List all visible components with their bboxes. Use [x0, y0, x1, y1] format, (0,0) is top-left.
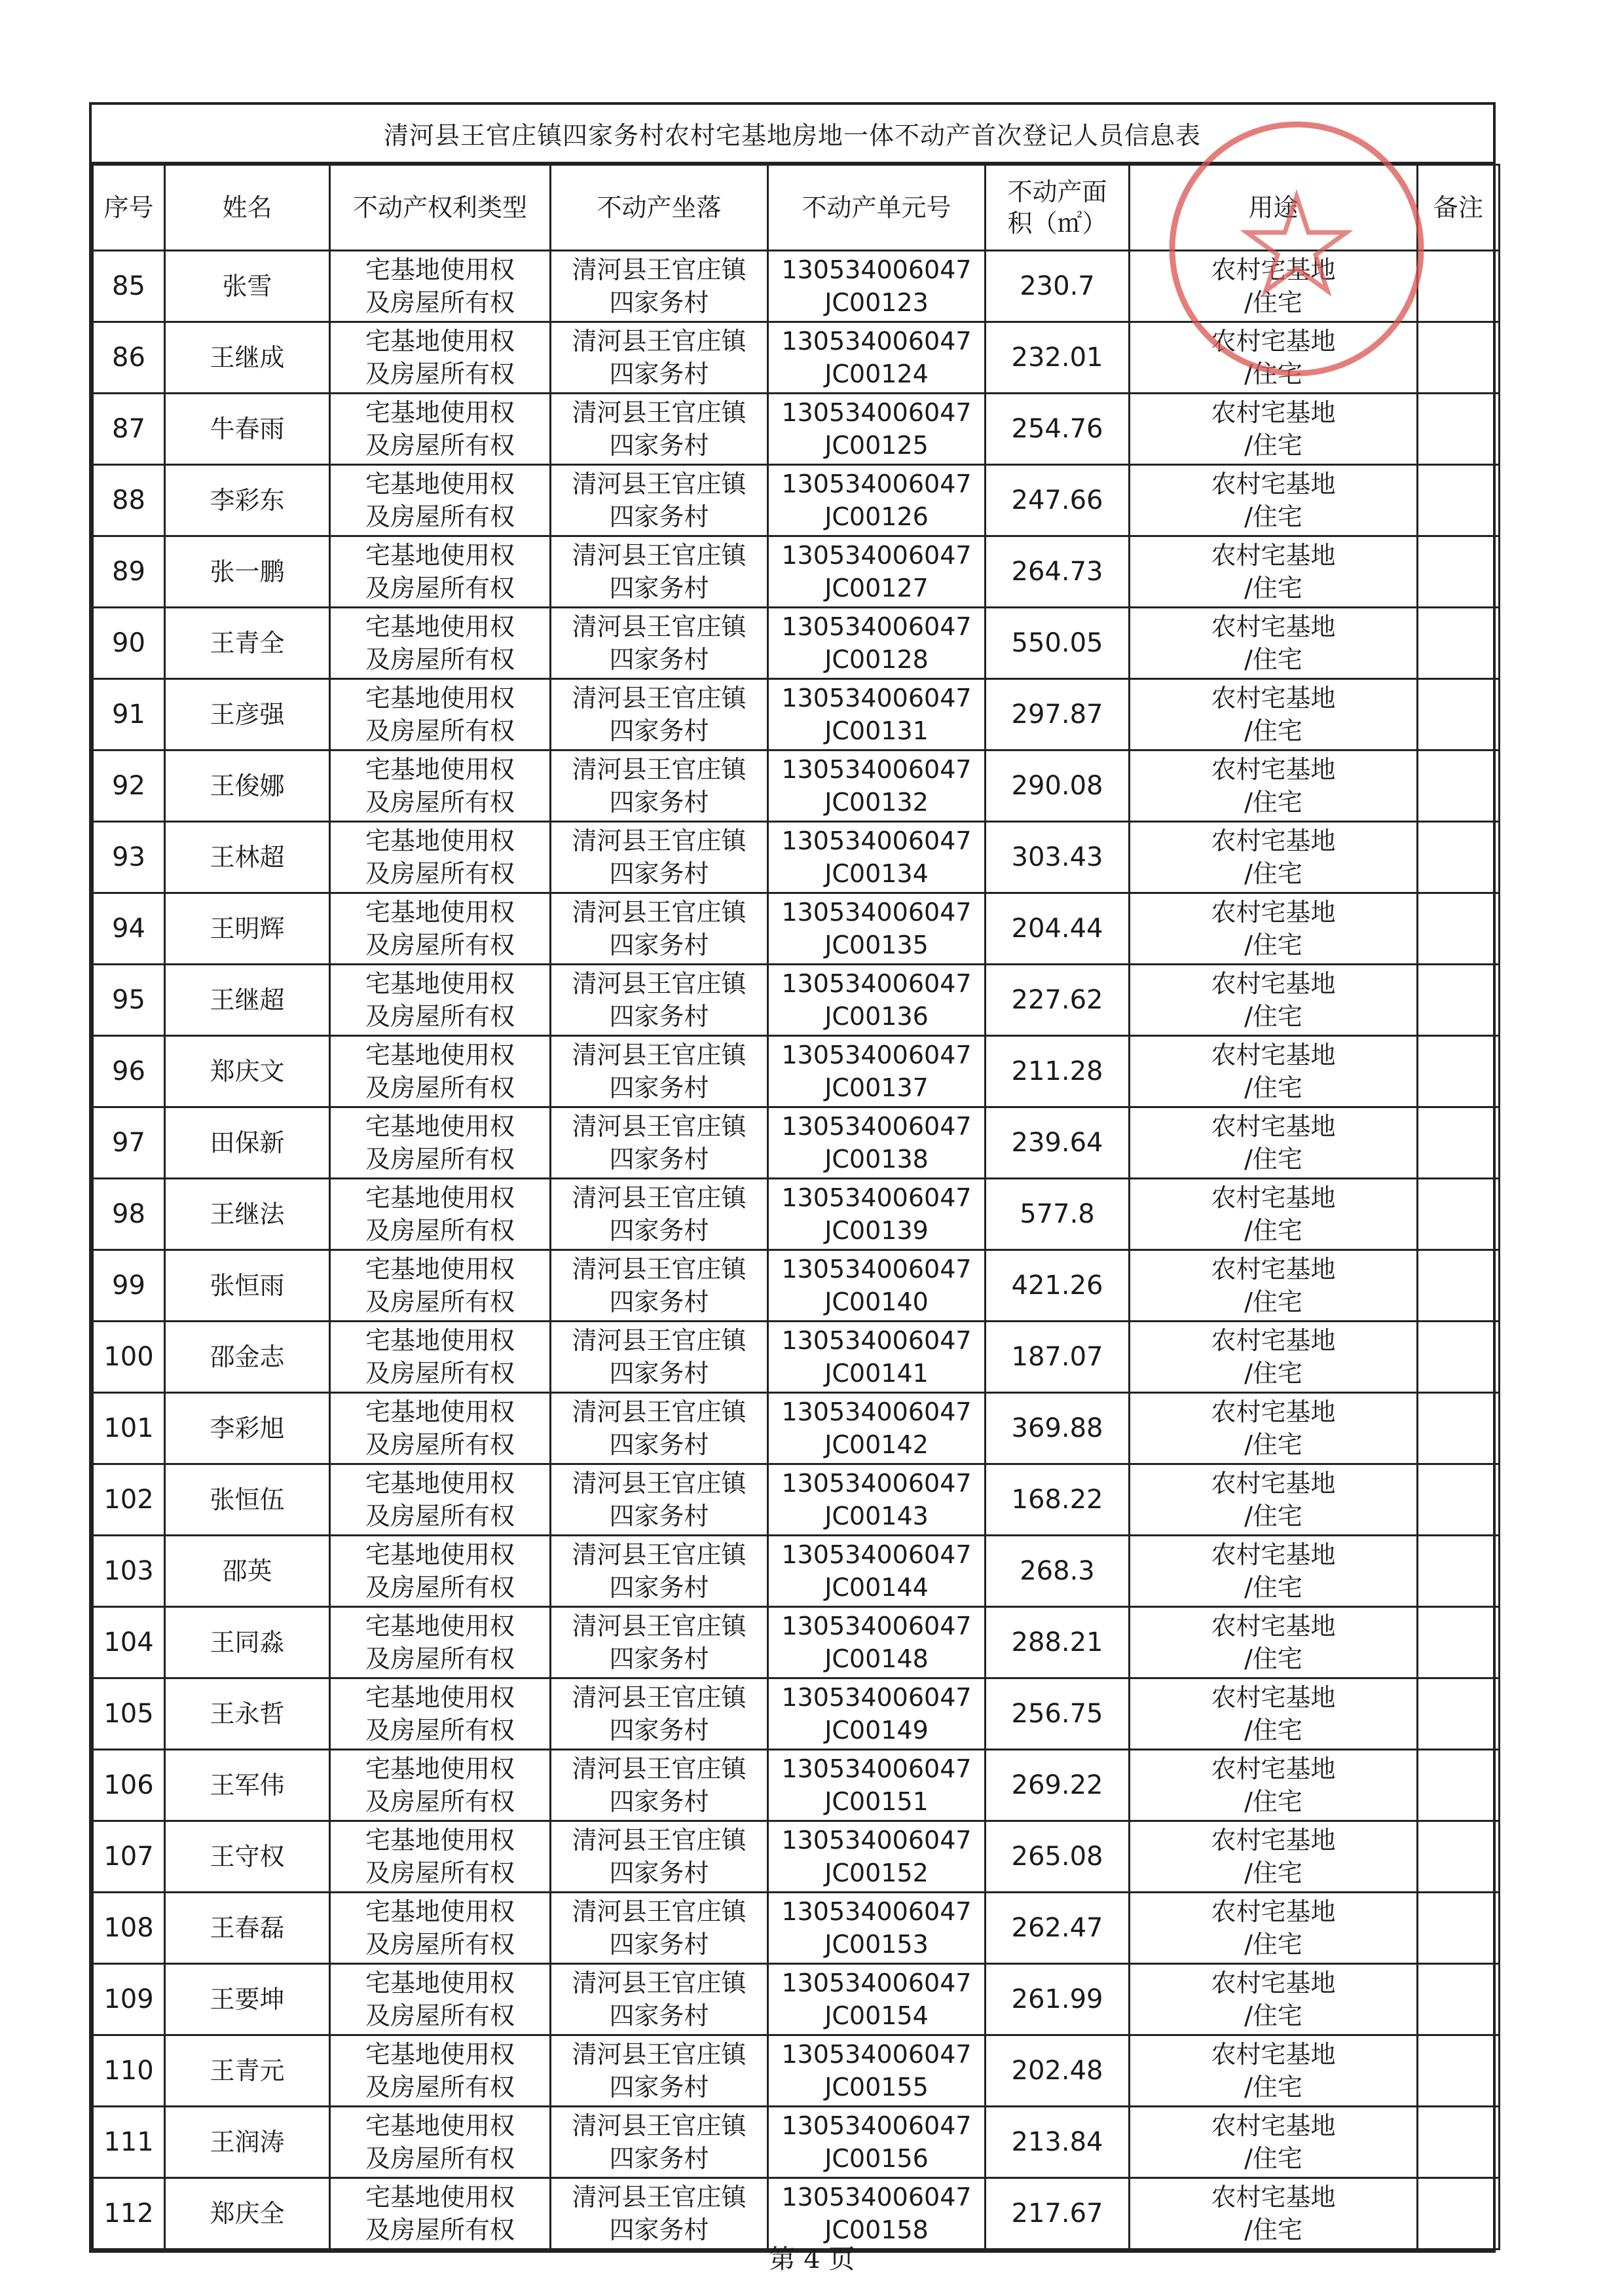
cell-remark	[1418, 1821, 1500, 1893]
cell-seq: 97	[93, 1107, 165, 1179]
cell-remark	[1418, 1036, 1500, 1107]
cell-area: 217.67	[986, 2178, 1130, 2250]
cell-location: 清河县王官庄镇 四家务村	[551, 322, 768, 394]
cell-right-type: 宅基地使用权 及房屋所有权	[330, 1179, 551, 1250]
cell-unit-no: 130534006047 JC00155	[768, 2035, 986, 2107]
cell-seq: 105	[93, 1678, 165, 1750]
page-number: 第 4 页	[769, 2244, 855, 2274]
cell-area: 202.48	[986, 2035, 1130, 2107]
cell-right-type: 宅基地使用权 及房屋所有权	[330, 251, 551, 322]
header-name: 姓名	[165, 165, 330, 251]
cell-area: 264.73	[986, 536, 1130, 608]
cell-seq: 96	[93, 1036, 165, 1107]
cell-name: 王守权	[165, 1821, 330, 1893]
cell-unit-no: 130534006047 JC00141	[768, 1322, 986, 1393]
cell-unit-no: 130534006047 JC00128	[768, 608, 986, 679]
table-row	[93, 1393, 1500, 1464]
cell-unit-no: 130534006047 JC00140	[768, 1250, 986, 1322]
cell-right-type: 宅基地使用权 及房屋所有权	[330, 1893, 551, 1964]
cell-remark	[1418, 536, 1500, 608]
cell-area: 168.22	[986, 1464, 1130, 1536]
cell-name: 王同淼	[165, 1607, 330, 1678]
cell-unit-no: 130534006047 JC00149	[768, 1678, 986, 1750]
cell-name: 王继超	[165, 965, 330, 1036]
cell-name: 王春磊	[165, 1893, 330, 1964]
cell-remark	[1418, 1964, 1500, 2035]
table-row	[93, 1036, 1500, 1107]
cell-area: 369.88	[986, 1393, 1130, 1464]
cell-location: 清河县王官庄镇 四家务村	[551, 251, 768, 322]
cell-seq: 90	[93, 608, 165, 679]
cell-right-type: 宅基地使用权 及房屋所有权	[330, 822, 551, 893]
cell-remark	[1418, 893, 1500, 965]
cell-seq: 112	[93, 2178, 165, 2250]
table-row	[93, 536, 1500, 608]
cell-area: 213.84	[986, 2107, 1130, 2178]
cell-location: 清河县王官庄镇 四家务村	[551, 750, 768, 822]
cell-area: 262.47	[986, 1893, 1130, 1964]
cell-right-type: 宅基地使用权 及房屋所有权	[330, 1464, 551, 1536]
cell-unit-no: 130534006047 JC00142	[768, 1393, 986, 1464]
cell-unit-no: 130534006047 JC00136	[768, 965, 986, 1036]
cell-usage: 农村宅基地 /住宅	[1130, 822, 1418, 893]
cell-remark	[1418, 1322, 1500, 1393]
cell-seq: 86	[93, 322, 165, 394]
cell-remark	[1418, 1464, 1500, 1536]
cell-remark	[1418, 1179, 1500, 1250]
header-unit-no: 不动产单元号	[768, 165, 986, 251]
table-row	[93, 1107, 1500, 1179]
table-title: 清河县王官庄镇四家务村农村宅基地房地一体不动产首次登记人员信息表	[92, 105, 1493, 164]
cell-location: 清河县王官庄镇 四家务村	[551, 2178, 768, 2250]
cell-right-type: 宅基地使用权 及房屋所有权	[330, 1036, 551, 1107]
table-row	[93, 394, 1500, 465]
cell-seq: 98	[93, 1179, 165, 1250]
cell-usage: 农村宅基地 /住宅	[1130, 394, 1418, 465]
cell-unit-no: 130534006047 JC00153	[768, 1893, 986, 1964]
cell-unit-no: 130534006047 JC00143	[768, 1464, 986, 1536]
cell-seq: 87	[93, 394, 165, 465]
cell-usage: 农村宅基地 /住宅	[1130, 965, 1418, 1036]
cell-right-type: 宅基地使用权 及房屋所有权	[330, 965, 551, 1036]
cell-unit-no: 130534006047 JC00123	[768, 251, 986, 322]
cell-right-type: 宅基地使用权 及房屋所有权	[330, 1678, 551, 1750]
cell-area: 550.05	[986, 608, 1130, 679]
cell-usage: 农村宅基地 /住宅	[1130, 465, 1418, 536]
cell-right-type: 宅基地使用权 及房屋所有权	[330, 2107, 551, 2178]
cell-name: 王明辉	[165, 893, 330, 965]
cell-location: 清河县王官庄镇 四家务村	[551, 1464, 768, 1536]
cell-area: 577.8	[986, 1179, 1130, 1250]
table-body	[93, 251, 1500, 2250]
cell-usage: 农村宅基地 /住宅	[1130, 536, 1418, 608]
cell-remark	[1418, 750, 1500, 822]
cell-unit-no: 130534006047 JC00127	[768, 536, 986, 608]
header-area	[986, 165, 1130, 251]
cell-remark	[1418, 1678, 1500, 1750]
cell-usage: 农村宅基地 /住宅	[1130, 1322, 1418, 1393]
cell-name: 郑庆全	[165, 2178, 330, 2250]
cell-location: 清河县王官庄镇 四家务村	[551, 679, 768, 750]
cell-name: 张雪	[165, 251, 330, 322]
cell-remark	[1418, 251, 1500, 322]
cell-location: 清河县王官庄镇 四家务村	[551, 394, 768, 465]
cell-unit-no: 130534006047 JC00125	[768, 394, 986, 465]
cell-remark	[1418, 1893, 1500, 1964]
cell-location: 清河县王官庄镇 四家务村	[551, 465, 768, 536]
cell-usage: 农村宅基地 /住宅	[1130, 2107, 1418, 2178]
cell-unit-no: 130534006047 JC00138	[768, 1107, 986, 1179]
cell-seq: 95	[93, 965, 165, 1036]
cell-unit-no: 130534006047 JC00158	[768, 2178, 986, 2250]
cell-name: 王永哲	[165, 1678, 330, 1750]
table-row	[93, 893, 1500, 965]
table-header-row	[93, 165, 1500, 251]
cell-usage: 农村宅基地 /住宅	[1130, 251, 1418, 322]
cell-area: 211.28	[986, 1036, 1130, 1107]
cell-usage: 农村宅基地 /住宅	[1130, 1179, 1418, 1250]
cell-unit-no: 130534006047 JC00152	[768, 1821, 986, 1893]
header-location: 不动产坐落	[551, 165, 768, 251]
cell-location: 清河县王官庄镇 四家务村	[551, 1393, 768, 1464]
cell-remark	[1418, 1393, 1500, 1464]
cell-unit-no: 130534006047 JC00126	[768, 465, 986, 536]
cell-area: 290.08	[986, 750, 1130, 822]
cell-name: 李彩旭	[165, 1393, 330, 1464]
cell-right-type: 宅基地使用权 及房屋所有权	[330, 1393, 551, 1464]
cell-usage: 农村宅基地 /住宅	[1130, 1750, 1418, 1821]
table-row	[93, 1250, 1500, 1322]
table-row	[93, 251, 1500, 322]
table-row	[93, 465, 1500, 536]
cell-area: 187.07	[986, 1322, 1130, 1393]
cell-seq: 91	[93, 679, 165, 750]
cell-area: 227.62	[986, 965, 1130, 1036]
cell-unit-no: 130534006047 JC00139	[768, 1179, 986, 1250]
cell-location: 清河县王官庄镇 四家务村	[551, 1036, 768, 1107]
header-seq: 序号	[93, 165, 165, 251]
cell-unit-no: 130534006047 JC00151	[768, 1750, 986, 1821]
header-area-line2: 积（㎡）	[1007, 209, 1107, 238]
cell-right-type: 宅基地使用权 及房屋所有权	[330, 394, 551, 465]
cell-right-type: 宅基地使用权 及房屋所有权	[330, 1750, 551, 1821]
cell-remark	[1418, 965, 1500, 1036]
cell-seq: 85	[93, 251, 165, 322]
cell-unit-no: 130534006047 JC00131	[768, 679, 986, 750]
cell-usage: 农村宅基地 /住宅	[1130, 2035, 1418, 2107]
cell-name: 王俊娜	[165, 750, 330, 822]
cell-name: 王林超	[165, 822, 330, 893]
cell-name: 邵金志	[165, 1322, 330, 1393]
cell-area: 421.26	[986, 1250, 1130, 1322]
table-row	[93, 965, 1500, 1036]
cell-right-type: 宅基地使用权 及房屋所有权	[330, 536, 551, 608]
table-row	[93, 1750, 1500, 1821]
cell-right-type: 宅基地使用权 及房屋所有权	[330, 608, 551, 679]
cell-usage: 农村宅基地 /住宅	[1130, 1964, 1418, 2035]
cell-name: 郑庆文	[165, 1036, 330, 1107]
cell-usage: 农村宅基地 /住宅	[1130, 1536, 1418, 1607]
cell-location: 清河县王官庄镇 四家务村	[551, 1750, 768, 1821]
cell-remark	[1418, 394, 1500, 465]
table-row	[93, 822, 1500, 893]
registration-table-sheet	[89, 102, 1496, 2253]
table-row	[93, 750, 1500, 822]
cell-right-type: 宅基地使用权 及房屋所有权	[330, 1250, 551, 1322]
cell-name: 王彦强	[165, 679, 330, 750]
cell-right-type: 宅基地使用权 及房屋所有权	[330, 1536, 551, 1607]
table-row	[93, 1322, 1500, 1393]
cell-location: 清河县王官庄镇 四家务村	[551, 608, 768, 679]
cell-unit-no: 130534006047 JC00124	[768, 322, 986, 394]
cell-usage: 农村宅基地 /住宅	[1130, 2178, 1418, 2250]
cell-seq: 106	[93, 1750, 165, 1821]
cell-area: 239.64	[986, 1107, 1130, 1179]
cell-location: 清河县王官庄镇 四家务村	[551, 1678, 768, 1750]
table-row	[93, 1964, 1500, 2035]
cell-right-type: 宅基地使用权 及房屋所有权	[330, 322, 551, 394]
cell-location: 清河县王官庄镇 四家务村	[551, 1821, 768, 1893]
cell-name: 张一鹏	[165, 536, 330, 608]
cell-location: 清河县王官庄镇 四家务村	[551, 1107, 768, 1179]
cell-usage: 农村宅基地 /住宅	[1130, 1678, 1418, 1750]
cell-usage: 农村宅基地 /住宅	[1130, 1821, 1418, 1893]
table-row	[93, 1893, 1500, 1964]
table-row	[93, 1536, 1500, 1607]
cell-location: 清河县王官庄镇 四家务村	[551, 893, 768, 965]
table-row	[93, 679, 1500, 750]
cell-seq: 88	[93, 465, 165, 536]
cell-right-type: 宅基地使用权 及房屋所有权	[330, 1821, 551, 1893]
cell-unit-no: 130534006047 JC00134	[768, 822, 986, 893]
cell-area: 288.21	[986, 1607, 1130, 1678]
cell-seq: 110	[93, 2035, 165, 2107]
cell-location: 清河县王官庄镇 四家务村	[551, 965, 768, 1036]
cell-location: 清河县王官庄镇 四家务村	[551, 1179, 768, 1250]
cell-usage: 农村宅基地 /住宅	[1130, 750, 1418, 822]
cell-location: 清河县王官庄镇 四家务村	[551, 1964, 768, 2035]
cell-usage: 农村宅基地 /住宅	[1130, 1107, 1418, 1179]
table-row	[93, 1464, 1500, 1536]
cell-unit-no: 130534006047 JC00144	[768, 1536, 986, 1607]
table-row	[93, 322, 1500, 394]
cell-remark	[1418, 679, 1500, 750]
table-row	[93, 608, 1500, 679]
cell-right-type: 宅基地使用权 及房屋所有权	[330, 893, 551, 965]
cell-usage: 农村宅基地 /住宅	[1130, 1393, 1418, 1464]
cell-location: 清河县王官庄镇 四家务村	[551, 1607, 768, 1678]
table-row	[93, 2107, 1500, 2178]
table-row	[93, 1607, 1500, 1678]
cell-seq: 99	[93, 1250, 165, 1322]
cell-name: 田保新	[165, 1107, 330, 1179]
table-row	[93, 2035, 1500, 2107]
cell-seq: 109	[93, 1964, 165, 2035]
table-row	[93, 1678, 1500, 1750]
cell-remark	[1418, 822, 1500, 893]
cell-name: 王继成	[165, 322, 330, 394]
cell-remark	[1418, 1536, 1500, 1607]
cell-seq: 107	[93, 1821, 165, 1893]
cell-remark	[1418, 1607, 1500, 1678]
cell-seq: 108	[93, 1893, 165, 1964]
cell-usage: 农村宅基地 /住宅	[1130, 1607, 1418, 1678]
cell-name: 王要坤	[165, 1964, 330, 2035]
cell-area: 265.08	[986, 1821, 1130, 1893]
cell-usage: 农村宅基地 /住宅	[1130, 1036, 1418, 1107]
cell-location: 清河县王官庄镇 四家务村	[551, 2107, 768, 2178]
header-usage: 用途	[1130, 165, 1418, 251]
cell-area: 261.99	[986, 1964, 1130, 2035]
cell-location: 清河县王官庄镇 四家务村	[551, 1250, 768, 1322]
cell-remark	[1418, 2107, 1500, 2178]
cell-seq: 101	[93, 1393, 165, 1464]
cell-seq: 92	[93, 750, 165, 822]
cell-name: 王润涛	[165, 2107, 330, 2178]
cell-right-type: 宅基地使用权 及房屋所有权	[330, 750, 551, 822]
cell-usage: 农村宅基地 /住宅	[1130, 893, 1418, 965]
cell-seq: 104	[93, 1607, 165, 1678]
header-area-line1: 不动产面	[1007, 177, 1107, 206]
cell-unit-no: 130534006047 JC00148	[768, 1607, 986, 1678]
cell-usage: 农村宅基地 /住宅	[1130, 322, 1418, 394]
cell-remark	[1418, 1250, 1500, 1322]
cell-usage: 农村宅基地 /住宅	[1130, 679, 1418, 750]
cell-seq: 94	[93, 893, 165, 965]
cell-seq: 102	[93, 1464, 165, 1536]
table-row	[93, 1821, 1500, 1893]
cell-name: 王青元	[165, 2035, 330, 2107]
cell-area: 232.01	[986, 322, 1130, 394]
cell-remark	[1418, 322, 1500, 394]
cell-name: 牛春雨	[165, 394, 330, 465]
cell-usage: 农村宅基地 /住宅	[1130, 1893, 1418, 1964]
cell-usage: 农村宅基地 /住宅	[1130, 1464, 1418, 1536]
cell-location: 清河县王官庄镇 四家务村	[551, 1322, 768, 1393]
cell-seq: 89	[93, 536, 165, 608]
cell-name: 张恒伍	[165, 1464, 330, 1536]
cell-location: 清河县王官庄镇 四家务村	[551, 536, 768, 608]
cell-remark	[1418, 2035, 1500, 2107]
cell-seq: 100	[93, 1322, 165, 1393]
cell-name: 邵英	[165, 1536, 330, 1607]
cell-unit-no: 130534006047 JC00154	[768, 1964, 986, 2035]
cell-seq: 93	[93, 822, 165, 893]
cell-remark	[1418, 465, 1500, 536]
cell-area: 247.66	[986, 465, 1130, 536]
cell-area: 256.75	[986, 1678, 1130, 1750]
cell-right-type: 宅基地使用权 及房屋所有权	[330, 1107, 551, 1179]
cell-right-type: 宅基地使用权 及房屋所有权	[330, 2178, 551, 2250]
cell-name: 王青全	[165, 608, 330, 679]
cell-usage: 农村宅基地 /住宅	[1130, 1250, 1418, 1322]
cell-remark	[1418, 1107, 1500, 1179]
cell-area: 204.44	[986, 893, 1130, 965]
table-row	[93, 1179, 1500, 1250]
header-remark: 备注	[1418, 165, 1500, 251]
cell-name: 王继法	[165, 1179, 330, 1250]
cell-seq: 111	[93, 2107, 165, 2178]
cell-area: 303.43	[986, 822, 1130, 893]
cell-location: 清河县王官庄镇 四家务村	[551, 822, 768, 893]
cell-name: 张恒雨	[165, 1250, 330, 1322]
cell-right-type: 宅基地使用权 及房屋所有权	[330, 1322, 551, 1393]
cell-usage: 农村宅基地 /住宅	[1130, 608, 1418, 679]
header-right-type: 不动产权利类型	[330, 165, 551, 251]
cell-location: 清河县王官庄镇 四家务村	[551, 2035, 768, 2107]
cell-location: 清河县王官庄镇 四家务村	[551, 1893, 768, 1964]
cell-unit-no: 130534006047 JC00156	[768, 2107, 986, 2178]
cell-area: 269.22	[986, 1750, 1130, 1821]
cell-area: 297.87	[986, 679, 1130, 750]
cell-area: 230.7	[986, 251, 1130, 322]
cell-right-type: 宅基地使用权 及房屋所有权	[330, 1964, 551, 2035]
cell-remark	[1418, 608, 1500, 679]
cell-name: 王军伟	[165, 1750, 330, 1821]
cell-right-type: 宅基地使用权 及房屋所有权	[330, 2035, 551, 2107]
cell-remark	[1418, 1750, 1500, 1821]
cell-unit-no: 130534006047 JC00132	[768, 750, 986, 822]
cell-location: 清河县王官庄镇 四家务村	[551, 1536, 768, 1607]
cell-name: 李彩东	[165, 465, 330, 536]
cell-seq: 103	[93, 1536, 165, 1607]
cell-right-type: 宅基地使用权 及房屋所有权	[330, 465, 551, 536]
cell-area: 268.3	[986, 1536, 1130, 1607]
cell-right-type: 宅基地使用权 及房屋所有权	[330, 679, 551, 750]
cell-right-type: 宅基地使用权 及房屋所有权	[330, 1607, 551, 1678]
cell-unit-no: 130534006047 JC00137	[768, 1036, 986, 1107]
cell-unit-no: 130534006047 JC00135	[768, 893, 986, 965]
cell-area: 254.76	[986, 394, 1130, 465]
registration-table	[92, 164, 1500, 2250]
